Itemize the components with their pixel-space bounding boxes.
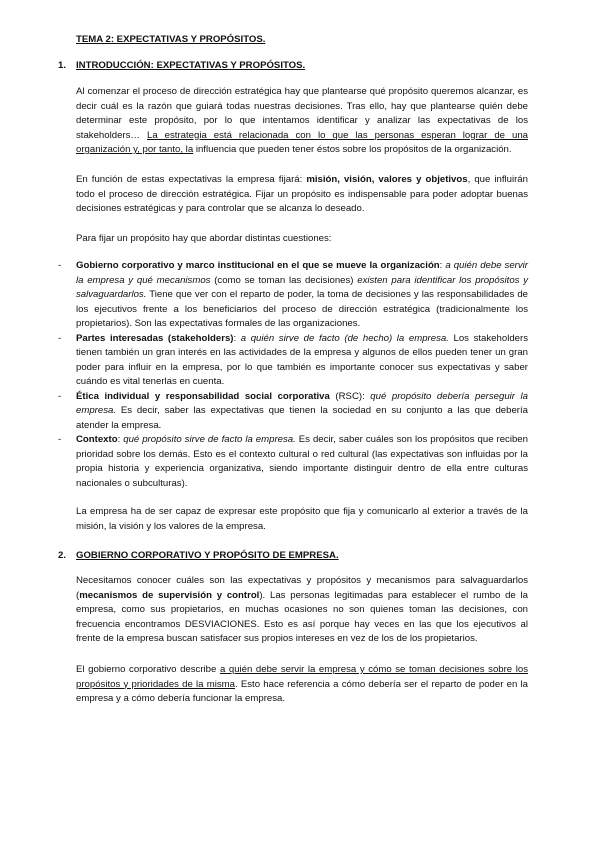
paragraph-text: En función de estas expectativas la empresa fijará:	[76, 174, 307, 185]
document-title: TEMA 2: EXPECTATIVAS Y PROPÓSITOS.	[76, 34, 266, 45]
paragraph-text: . Esto hace referencia a cómo debería ser el reparto de poder en la empresa y a cómo debería funcionar la empresa.	[76, 678, 528, 704]
paragraph-text: El gobierno corporativo describe	[76, 664, 220, 675]
section-2-paragraph-2	[76, 663, 528, 707]
italic-text: qué propósito sirve de facto la empresa.	[123, 434, 296, 445]
bold-text: Ética individual y responsabilidad social corporativa	[76, 390, 330, 402]
list-text: (como se toman las decisiones)	[210, 274, 358, 286]
list-text: :	[117, 434, 124, 445]
section-2-number: 2.	[58, 550, 67, 561]
paragraph-text: Necesitamos conocer cuáles son las expectativas y propósitos y mecanismos para salvaguardarlos (	[76, 575, 528, 601]
list-text: :	[439, 260, 446, 271]
italic-text: existen para identificar los propósitos y salvaguardarlos.	[76, 274, 529, 300]
bullet-dash: -	[58, 390, 62, 402]
list-text: (RSC)	[329, 390, 363, 402]
underlined-text: La estrategia está relacionada con lo que las personas esperan lograr de una organización y, por tanto, la	[76, 129, 528, 155]
bullet-dash: -	[58, 332, 62, 344]
section-1-paragraph-2	[76, 173, 528, 217]
list-text: :	[362, 390, 371, 402]
bold-text: Partes interesadas (stakeholders)	[76, 332, 234, 344]
section-2-paragraph-1	[76, 574, 528, 647]
paragraph-text: , que influirán todo el proceso de dirección estratégica. Fijar un propósito es indispensable para poder adoptar buenas decisiones estratégicas y para controlar que se alcanza lo deseado.	[76, 174, 528, 214]
section-1-heading	[58, 59, 305, 74]
section-1-paragraph-1	[76, 85, 528, 158]
list-item	[58, 332, 528, 390]
bullet-dash: -	[58, 434, 62, 445]
list-text: :	[233, 332, 241, 344]
bold-text: misión, visión, valores y objetivos	[306, 174, 468, 185]
paragraph-text: ). Las personas legitimadas para establecer el rumbo de la empresa, como sus propietarios, en muchas ocasiones no son quienes toman las decisiones, con frecuencia encontramos DESVIACIONES. Esto es así porque hay veces en las que los ejecutivos al frente de la empresa buscan satisfacer sus propios intereses en vez de los de los propietarios.	[76, 589, 528, 644]
paragraph-text: influencia que pueden tener éstos sobre los propósitos de la organización.	[193, 144, 512, 155]
italic-text: qué propósito debería perseguir la empresa.	[76, 390, 529, 416]
italic-text: a quién debe servir la empresa y qué mecanismos	[76, 260, 528, 286]
section-1-paragraph-3: Para fijar un propósito hay que abordar distintas cuestiones:	[76, 233, 332, 244]
list-item	[58, 433, 528, 491]
paragraph-text: Al comenzar el proceso de dirección estratégica hay que plantearse qué propósito queremos alcanzar, es decir cuál es la razón que guiará todas nuestras decisiones. Tras ello, hay que plantearse quién debe determinar este propósito, por lo que intentamos identificar y analizar las expectativas de los stakeholders…	[76, 86, 528, 141]
section-2-title: GOBIERNO CORPORATIVO Y PROPÓSITO DE EMPRESA.	[76, 550, 339, 561]
section-1-paragraph-4: La empresa ha de ser capaz de expresar este propósito que fija y comunicarlo al exterior a través de la misión, la visión y los valores de la empresa.	[76, 506, 528, 532]
list-text: Los stakeholders tienen también un gran interés en las actividades de la empresa y algunos de ellos pueden tener un gran poder para influir en la empresa, por lo que también es importante conocer sus expectativas y saber cuándo es vital tenerlas en cuenta.	[76, 332, 528, 387]
bold-text: mecanismos de supervisión y control	[79, 589, 260, 601]
section-1-title: INTRODUCCIÓN: EXPECTATIVAS Y PROPÓSITOS.	[76, 60, 306, 71]
list-text: Es decir, saber cuáles son los propósitos que reciben prioridad sobre los demás. Esto es el contexto cultural o red cultural (las expectativas son influidas por la propia historia y experiencia organizativa, siendo importante distinguir dentro de ella entre culturas nacionales o subculturas).	[76, 434, 528, 489]
list-text: Es decir, saber las expectativas que tienen la sociedad en su conjunto a las que debería atender la empresa.	[76, 405, 528, 431]
underlined-text: a quién debe servir la empresa y cómo se toman decisiones sobre los propósitos y prioridades de la misma	[76, 664, 528, 690]
list-text: Tiene que ver con el reparto de poder, la toma de decisiones y las responsabilidades de los ejecutivos frente a los beneficiarios del proceso de dirección estratégica (tradicionalmente los propietarios). Son las expectativas formales de las organizaciones.	[76, 289, 528, 329]
bold-text: Gobierno corporativo y marco institucional en el que se mueve la organización	[76, 260, 440, 271]
bullet-list	[58, 259, 528, 491]
section-1-number: 1.	[58, 60, 67, 71]
bold-text: Contexto	[76, 434, 118, 445]
section-2-heading	[58, 549, 339, 564]
italic-text: a quién sirve de facto (de hecho) la empresa.	[240, 332, 449, 344]
list-item	[58, 259, 528, 332]
bullet-dash: -	[58, 260, 62, 271]
list-item	[58, 390, 528, 434]
